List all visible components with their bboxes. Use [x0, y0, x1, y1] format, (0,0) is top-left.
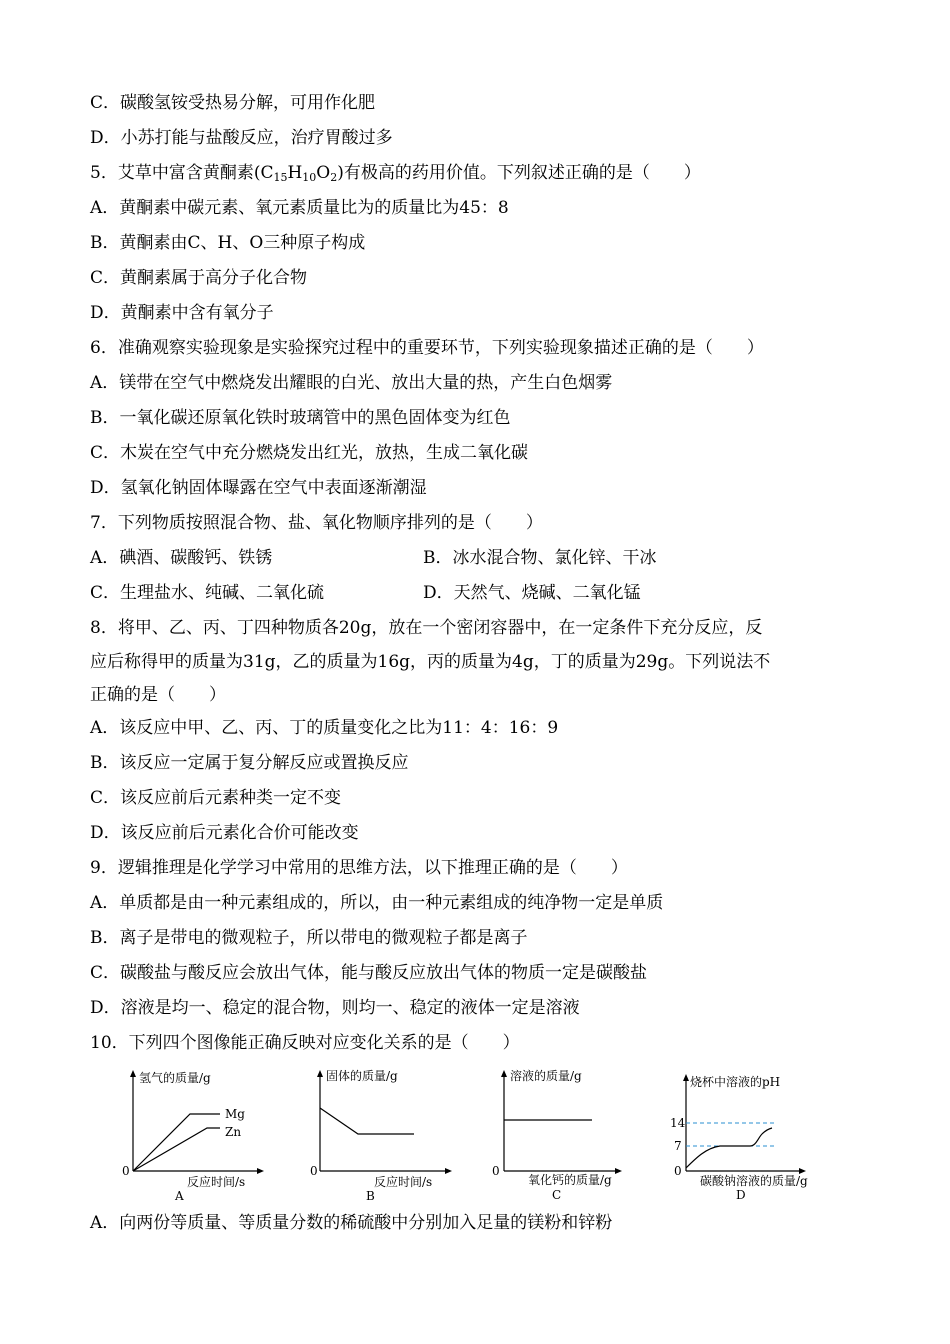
solid-mass-curve — [320, 1108, 414, 1134]
ph-curve — [686, 1128, 772, 1168]
option-9d: D．溶液是均一、稳定的混合物，则均一、稳定的液体一定是溶液 — [90, 998, 580, 1018]
option-8b: B．该反应一定属于复分解反应或置换反应 — [90, 753, 409, 773]
option-7d: D．天然气、烧碱、二氧化锰 — [423, 583, 641, 603]
option-8c: C．该反应前后元素种类一定不变 — [90, 788, 342, 808]
option-5a: A．黄酮素中碳元素、氧元素质量比为的质量比为45：8 — [90, 198, 509, 218]
series-label-zn: Zn — [225, 1125, 242, 1139]
option-7c: C．生理盐水、纯碱、二氧化硫 — [90, 583, 325, 603]
option-6c: C．木炭在空气中充分燃烧发出红光，放热，生成二氧化碳 — [90, 443, 529, 463]
question-8-line3: 正确的是（ ） — [90, 685, 226, 705]
option-9c: C．碳酸盐与酸反应会放出气体，能与酸反应放出气体的物质一定是碳酸盐 — [90, 963, 648, 983]
x-axis-label: 氧化钙的质量/g — [528, 1173, 612, 1187]
origin-label: 0 — [674, 1164, 682, 1178]
x-axis-label: 反应时间/s — [187, 1175, 246, 1189]
question-6: 6．准确观察实验现象是实验探究过程中的重要环节，下列实验现象描述正确的是（ ） — [90, 338, 764, 358]
y-axis-label: 烧杯中溶液的pH — [690, 1075, 781, 1089]
option-4d: D．小苏打能与盐酸反应，治疗胃酸过多 — [90, 128, 393, 148]
x-axis-label: 反应时间/s — [374, 1175, 433, 1189]
option-10a: A．向两份等质量、等质量分数的稀硫酸中分别加入足量的镁粉和锌粉 — [90, 1213, 613, 1233]
tick-label-14: 14 — [670, 1116, 686, 1130]
option-6b: B．一氧化碳还原氧化铁时玻璃管中的黑色固体变为红色 — [90, 408, 511, 428]
option-8d: D．该反应前后元素化合价可能改变 — [90, 823, 359, 843]
y-axis-label: 氢气的质量/g — [139, 1071, 211, 1085]
option-5b: B．黄酮素由C、H、O三种原子构成 — [90, 233, 366, 253]
graph-caption: A — [175, 1189, 184, 1203]
graph-caption: C — [552, 1188, 562, 1202]
graph-d — [672, 1068, 837, 1203]
option-5c: C．黄酮素属于高分子化合物 — [90, 268, 308, 288]
question-8-line2: 应后称得甲的质量为31g，乙的质量为16g，丙的质量为4g，丁的质量为29g。下列说法不 — [90, 652, 771, 672]
graph-a — [115, 1068, 270, 1203]
y-axis-label: 溶液的质量/g — [510, 1069, 582, 1083]
graph-c — [488, 1068, 638, 1203]
mg-curve — [133, 1114, 220, 1171]
origin-label: 0 — [492, 1164, 500, 1178]
option-9b: B．离子是带电的微观粒子，所以带电的微观粒子都是离子 — [90, 928, 528, 948]
option-8a: A．该反应中甲、乙、丙、丁的质量变化之比为11：4：16：9 — [90, 718, 559, 738]
option-7b: B．冰水混合物、氯化锌、干冰 — [423, 548, 657, 568]
tick-label-7: 7 — [674, 1139, 682, 1153]
y-axis-label: 固体的质量/g — [326, 1069, 398, 1083]
graph-caption: D — [736, 1188, 746, 1202]
series-label-mg: Mg — [225, 1107, 245, 1121]
option-4c: C．碳酸氢铵受热易分解，可用作化肥 — [90, 93, 376, 113]
zn-curve — [133, 1128, 220, 1171]
question-7: 7．下列物质按照混合物、盐、氧化物顺序排列的是（ ） — [90, 513, 543, 533]
graph-caption: B — [366, 1189, 375, 1203]
graph-b — [308, 1068, 458, 1203]
question-10: 10．下列四个图像能正确反映对应变化关系的是（ ） — [90, 1033, 520, 1053]
option-9a: A．单质都是由一种元素组成的，所以，由一种元素组成的纯净物一定是单质 — [90, 893, 664, 913]
origin-label: 0 — [122, 1164, 130, 1178]
option-6a: A．镁带在空气中燃烧发出耀眼的白光、放出大量的热，产生白色烟雾 — [90, 373, 613, 393]
option-6d: D．氢氧化钠固体曝露在空气中表面逐渐潮湿 — [90, 478, 427, 498]
x-axis-label: 碳酸钠溶液的质量/g — [700, 1174, 808, 1188]
question-8-line1: 8．将甲、乙、丙、丁四种物质各20g，放在一个密闭容器中，在一定条件下充分反应，反 — [90, 618, 763, 638]
option-5d: D．黄酮素中含有氧分子 — [90, 303, 274, 323]
question-9: 9．逻辑推理是化学学习中常用的思维方法，以下推理正确的是（ ） — [90, 858, 628, 878]
origin-label: 0 — [310, 1164, 318, 1178]
option-7a: A．碘酒、碳酸钙、铁锈 — [90, 548, 273, 568]
question-5: 5．艾草中富含黄酮素$(C_{15}H_{10}O_2)$有极高的药用价值。下列叙述正确的是（ ） — [90, 163, 701, 184]
